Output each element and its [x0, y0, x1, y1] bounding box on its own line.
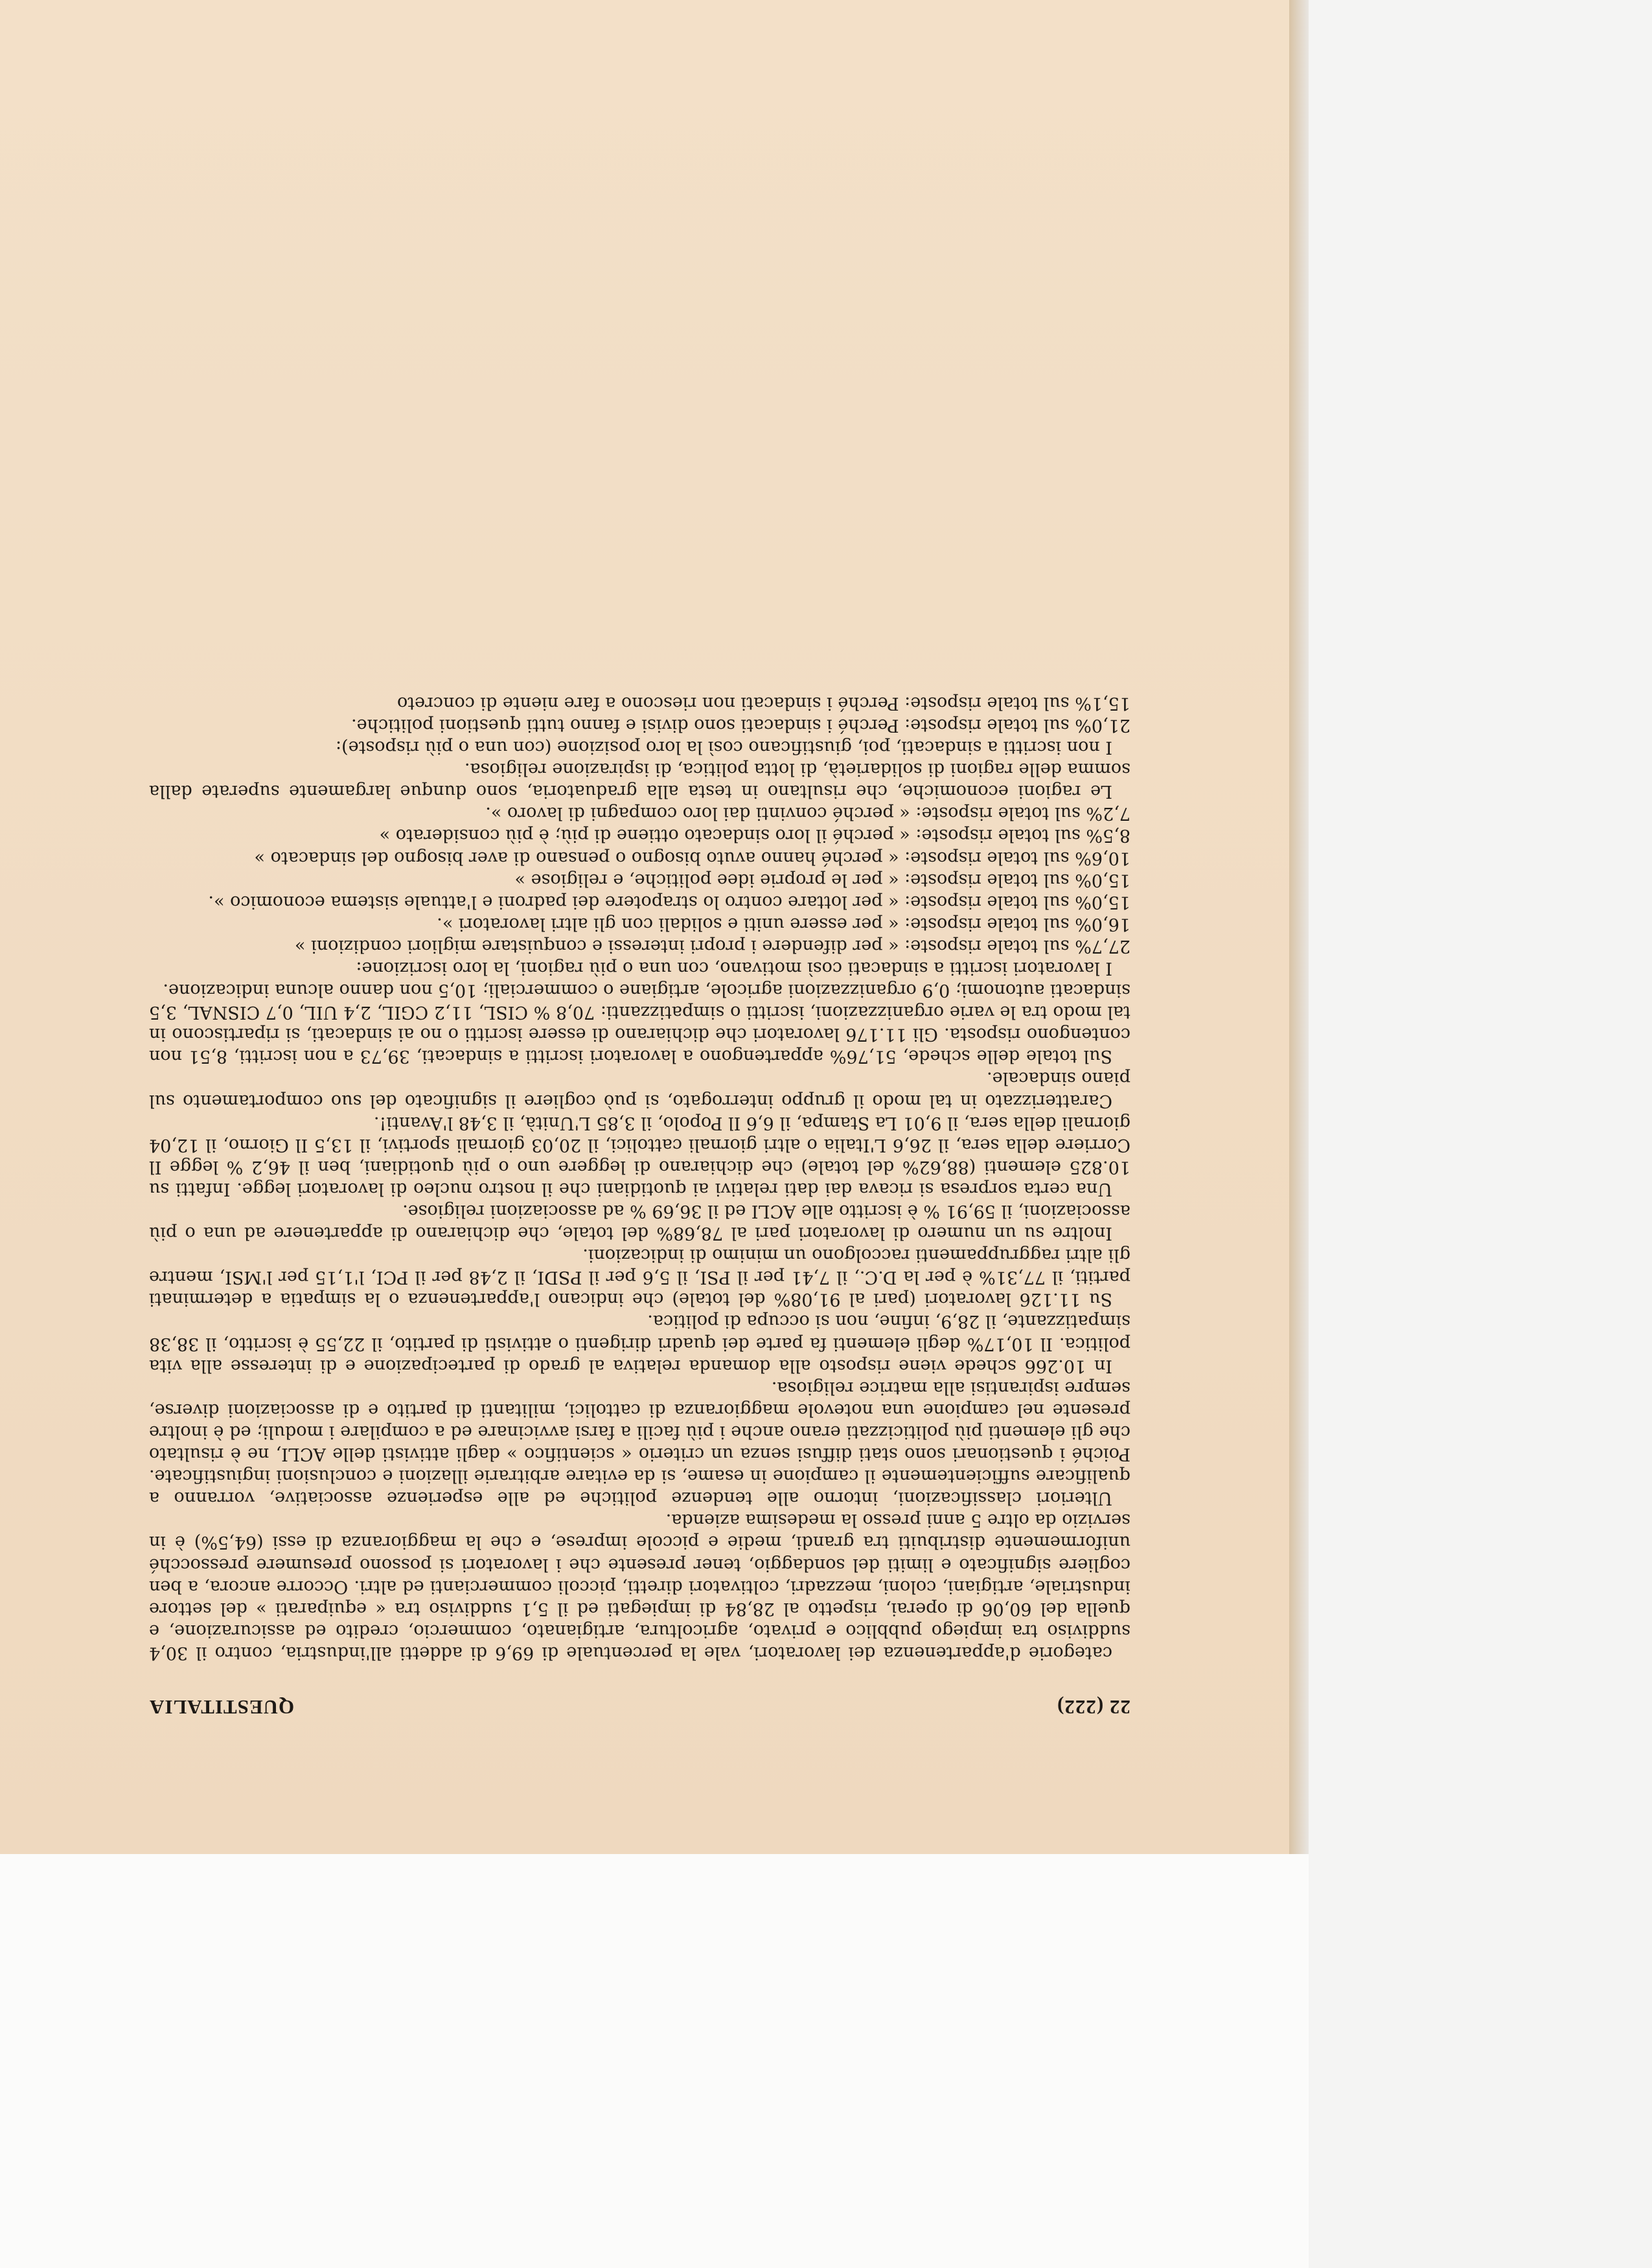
- paragraph: Caratterizzato in tal modo il gruppo interrogato, si può cogliere il significato del suo comportamento sul piano sindacale.: [149, 1068, 1130, 1111]
- paragraph: categorie d'appartenenza dei lavoratori, vale la percentuale di 69,6 di addetti all'industria, contro il 30,4 suddiviso tra impiego pubblico e privato, agricoltura, artigianato, commercio, credito ed assicurazione, e quella del 60,06 di operai, rispetto al 28,84 di impiegati ed il 5,1 suddiviso tra « equiparati » del settore industriale, artigiani, coloni, mezzadri, coltivatori diretti, piccoli commercianti ed altri. Occorre ancora, a ben cogliere significato e limiti del sondaggio, tener presente che i lavoratori si possono presumere pressocché uniformemente distribuiti tra grandi, medie e piccole imprese, e che la maggioranza di essi (64,5%) è in servizio da oltre 5 anni presso la medesima azienda.: [149, 1510, 1130, 1663]
- scanner-background: [1309, 0, 1652, 2268]
- list-item: 27,7% sul totale risposte: « per difendere i propri interessi e conquistare migliori condizioni »: [295, 935, 1130, 956]
- paragraph: I non iscritti a sindacati, poi, giustificano così la loro posizione (con una o più risposte):: [335, 737, 1112, 758]
- list-item: 15,0% sul totale risposte: « per le proprie idee politiche, e religiose »: [514, 869, 1130, 890]
- text-block: [149, 692, 1130, 1718]
- list-item: 16,0% sul totale risposte: « per essere uniti e solidali con gli altri lavoratori ».: [437, 913, 1130, 934]
- page-edge-shadow: [1289, 0, 1309, 1854]
- paragraph: Le ragioni economiche, che risultano in testa alla graduatoria, sono dunque largamente superate dalla somma delle ragioni di solidarietà, di lotta politica, di ispirazione religiosa.: [149, 759, 1130, 802]
- page-number: 22 (222): [1057, 1696, 1130, 1719]
- list-item: 15,1% sul totale risposte: Perché i sindacati non riescono a fare niente di concreto: [396, 693, 1130, 713]
- list-item: 15,0% sul totale risposte: « per lottare contro lo strapotere dei padroni e l'attuale sistema economico ».: [208, 891, 1130, 912]
- paragraph: I lavoratori iscritti a sindacati così motivano, con una o più ragioni, la loro iscrizione:: [356, 958, 1112, 978]
- list-item: 10,6% sul totale risposte: « perché hanno avuto bisogno o pensano di aver bisogno del sindacato »: [254, 847, 1130, 868]
- paragraph: Sul totale delle schede, 51,76% appartengono a lavoratori iscritti a sindacati, 39,73 a non iscritti, 8,51 non contengono risposta. Gli 11.176 lavoratori che dichiarano di essere iscritti o no ai sindacati, si ripartiscono in tal modo tra le varie organizzazioni, iscritti o simpatizzanti: 70,8 % CISL, 11,2 CGIL, 2,4 UIL, 0,7 CISNAL, 3,5 sindacati autonomi; 0,9 organizzazioni agricole, artigiane o commerciali; 10,5 non danno alcuna indicazione.: [149, 980, 1130, 1067]
- paragraph: In 10.266 schede viene risposto alla domanda relativa al grado di partecipazione e di interesse alla vita politica. Il 10,17% degli elementi fa parte dei quadri dirigenti o attivisti di partito, il 22,55 è iscritto, il 38,38 simpatizzante, il 28,9, infine, non si occupa di politica.: [149, 1311, 1130, 1376]
- list-item: 21,0% sul totale risposte: Perché i sindacati sono divisi e fanno tutti questioni politiche.: [351, 715, 1130, 735]
- running-header: [149, 1696, 1130, 1718]
- paragraph: Inoltre su un numero di lavoratori pari al 78,68% del totale, che dichiarano di appartenere ad una o più associazioni, il 59,91 % è iscritto alle ACLI ed il 36,69 % ad associazioni religiose.: [149, 1201, 1130, 1244]
- list-item: 8,5% sul totale risposte: « perché il loro sindacato ottiene di più; è più considerato »: [379, 825, 1130, 846]
- paragraph: Ulteriori classificazioni, intorno alle tendenze politiche ed alle esperienze associative, vorranno a qualificare sufficientemente il campione in esame, si da evitare arbitrarie illazioni e conclusioni ingiustificate. Poiché i questionari sono stati diffusi senza un criterio « scientifico » dagli attivisti delle ACLI, ne è risultato che gli elementi più politicizzati erano anche i più facili a farsi avvicinare ed a compilare i moduli; ed è inoltre presente nel campione una notevole maggioranza di cattolici, militanti di partito e di associazioni diverse, sempre ispirantisi alla matrice religiosa.: [149, 1377, 1130, 1509]
- paragraph: Una certa sorpresa si ricava dai dati relativi ai quotidiani che il nostro nucleo di lavoratori legge. Infatti su 10.825 elementi (88,62% del totale) che dichiarano di leggere uno o più quotidiani, ben il 46,2 % legge Il Corriere della sera, il 26,6 L'Italia o altri giornali cattolici, il 20,03 giornali sportivi, il 13,5 Il Giorno, il 12,04 giornali della sera, il 9,01 La Stampa, il 6,6 Il Popolo, il 3,85 L'Unità, il 3,48 l'Avanti!.: [149, 1112, 1130, 1199]
- list-item: 7,2% sul totale risposte: « perché convinti dai loro compagni di lavoro ».: [485, 803, 1130, 824]
- paragraph: Su 11.126 lavoratori (pari al 91,08% del totale) che indicano l'appartenenza o la simpatia a determinati partiti, il 77,31% è per la D.C., il 7,41 per il PSI, il 5,6 per il PSDI, il 2,48 per il PCI, l'1,15 per l'MSI, mentre gli altri raggruppamenti raccolgono un minimo di indicazioni.: [149, 1245, 1130, 1310]
- running-title: QUESTITALIA: [149, 1696, 295, 1719]
